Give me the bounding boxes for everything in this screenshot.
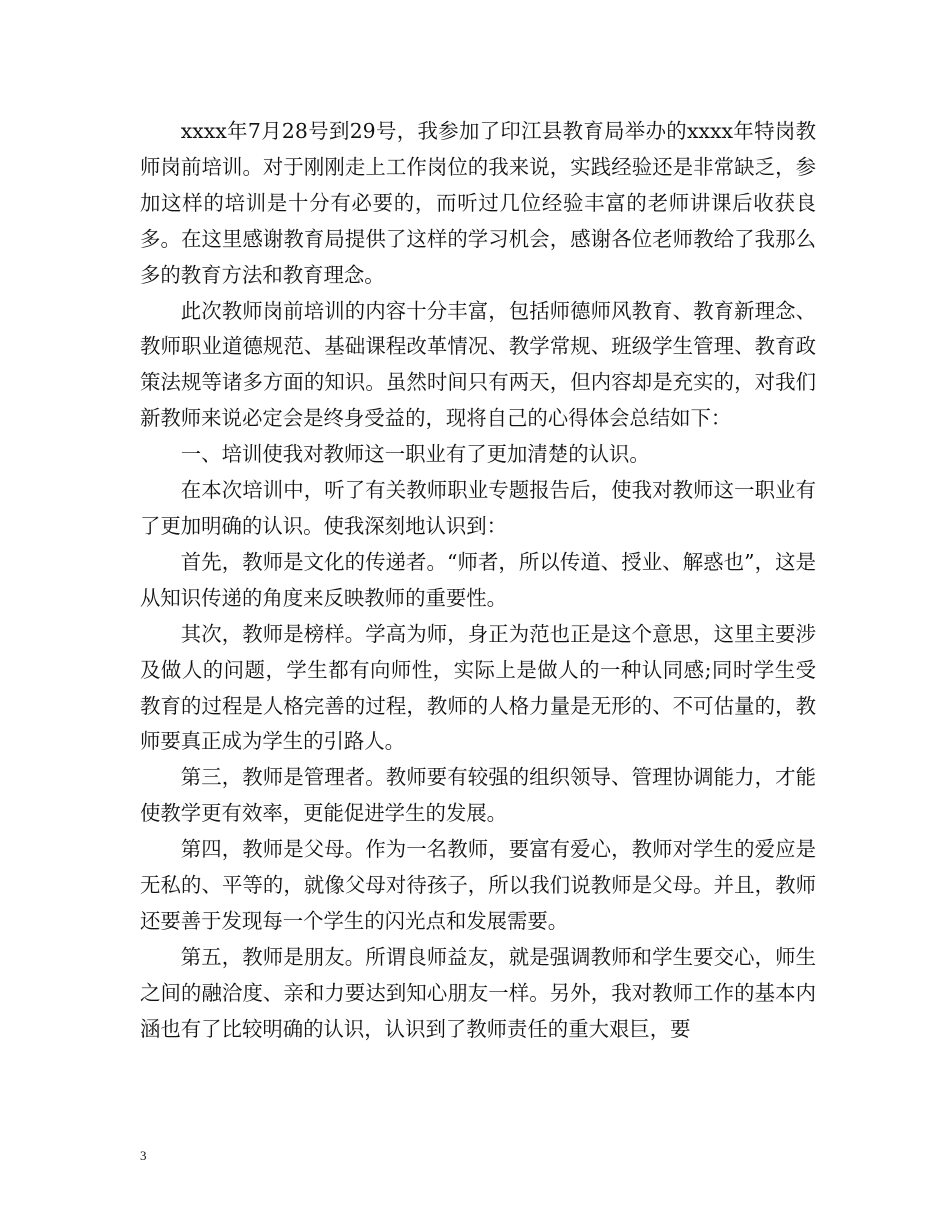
paragraph-fourth-point: 第四，教师是父母。作为一名教师，要富有爱心，教师对学生的爱应是无私的、平等的，就像父母对待孩子，所以我们说教师是父母。并且，教师还要善于发现每一个学生的闪光点和发展需要。 <box>140 837 816 933</box>
paragraph-profession-understanding: 在本次培训中，听了有关教师职业专题报告后，使我对教师这一职业有了更加明确的认识。使我深刻地认识到： <box>140 478 816 538</box>
paragraph-intro: xxxx年7月28号到29号，我参加了印江县教育局举办的xxxx年特岗教师岗前培训。对于刚刚走上工作岗位的我来说，实践经验还是非常缺乏，参加这样的培训是十分有必要的，而听过几位经验丰富的老师讲课后收获良多。在这里感谢教育局提供了这样的学习机会，感谢各位老师教给了我那么多的教育方法和教育理念。 <box>140 119 816 287</box>
paragraph-second-point: 其次，教师是榜样。学高为师，身正为范也正是这个意思，这里主要涉及做人的问题，学生都有向师性，实际上是做人的一种认同感;同时学生受教育的过程是人格完善的过程，教师的人格力量是无形的、不可估量的，教师要真正成为学生的引路人。 <box>140 621 816 754</box>
paragraph-fifth-point: 第五，教师是朋友。所谓良师益友，就是强调教师和学生要交心，师生之间的融洽度、亲和力要达到知心朋友一样。另外，我对教师工作的基本内涵也有了比较明确的认识，认识到了教师责任的重大艰巨，要 <box>140 944 816 1041</box>
paragraph-first-point: 首先，教师是文化的传递者。“师者，所以传道、授业、解惑也”，这是从知识传递的角度来反映教师的重要性。 <box>140 549 816 610</box>
paragraph-training-content: 此次教师岗前培训的内容十分丰富，包括师德师风教育、教育新理念、教师职业道德规范、基础课程改革情况、教学常规、班级学生管理、教育政策法规等诸多方面的知识。虽然时间只有两天，但内容却是充实的，对我们新教师来说必定会是终身受益的，现将自己的心得体会总结如下： <box>140 298 816 431</box>
paragraph-third-point: 第三，教师是管理者。教师要有较强的组织领导、管理协调能力，才能使教学更有效率，更能促进学生的发展。 <box>140 765 816 826</box>
section-heading-1: 一、培训使我对教师这一职业有了更加清楚的认识。 <box>180 442 650 467</box>
document-body <box>140 114 816 1048</box>
page-number: 3 <box>140 1148 147 1163</box>
